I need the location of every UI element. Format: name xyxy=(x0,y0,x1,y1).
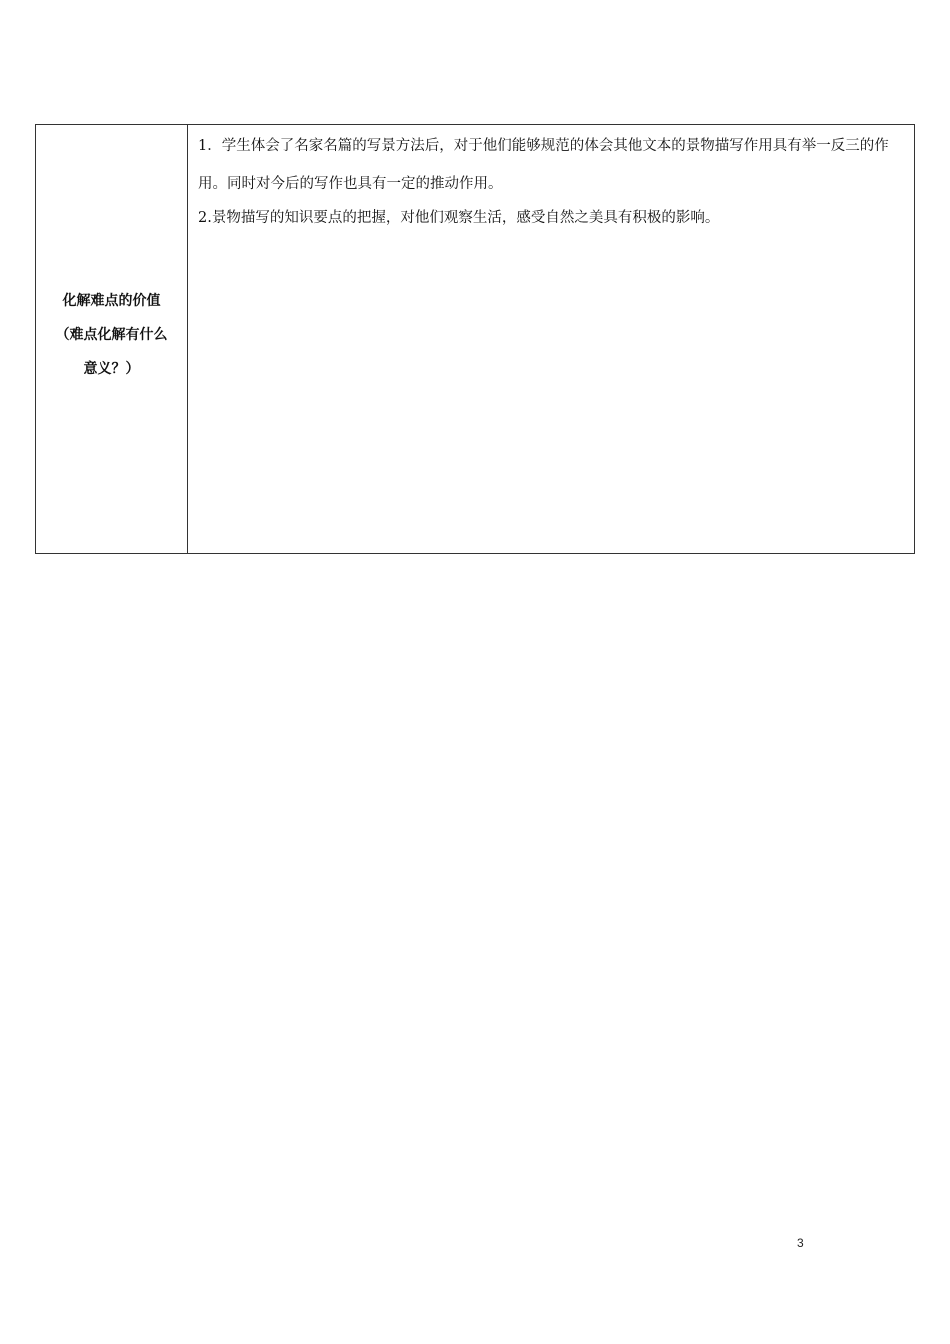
label-line-question-end: 意义？） xyxy=(83,361,140,377)
table-label-cell xyxy=(36,125,188,553)
table-content-cell xyxy=(188,125,914,553)
page-number: 3 xyxy=(797,1236,804,1250)
paragraph-2: 2.景物描写的知识要点的把握，对他们观察生活，感受自然之美具有积极的影响。 xyxy=(198,210,720,226)
label-line-question: （难点化解有什么 xyxy=(55,327,168,343)
label-line-title: 化解难点的价值 xyxy=(62,293,161,309)
content-table xyxy=(35,124,915,554)
paragraph-1: 1．学生体会了名家名篇的写景方法后，对于他们能够规范的体会其他文本的景物描写作用具有举一反三的作用。同时对今后的写作也具有一定的推动作用。 xyxy=(198,138,889,192)
